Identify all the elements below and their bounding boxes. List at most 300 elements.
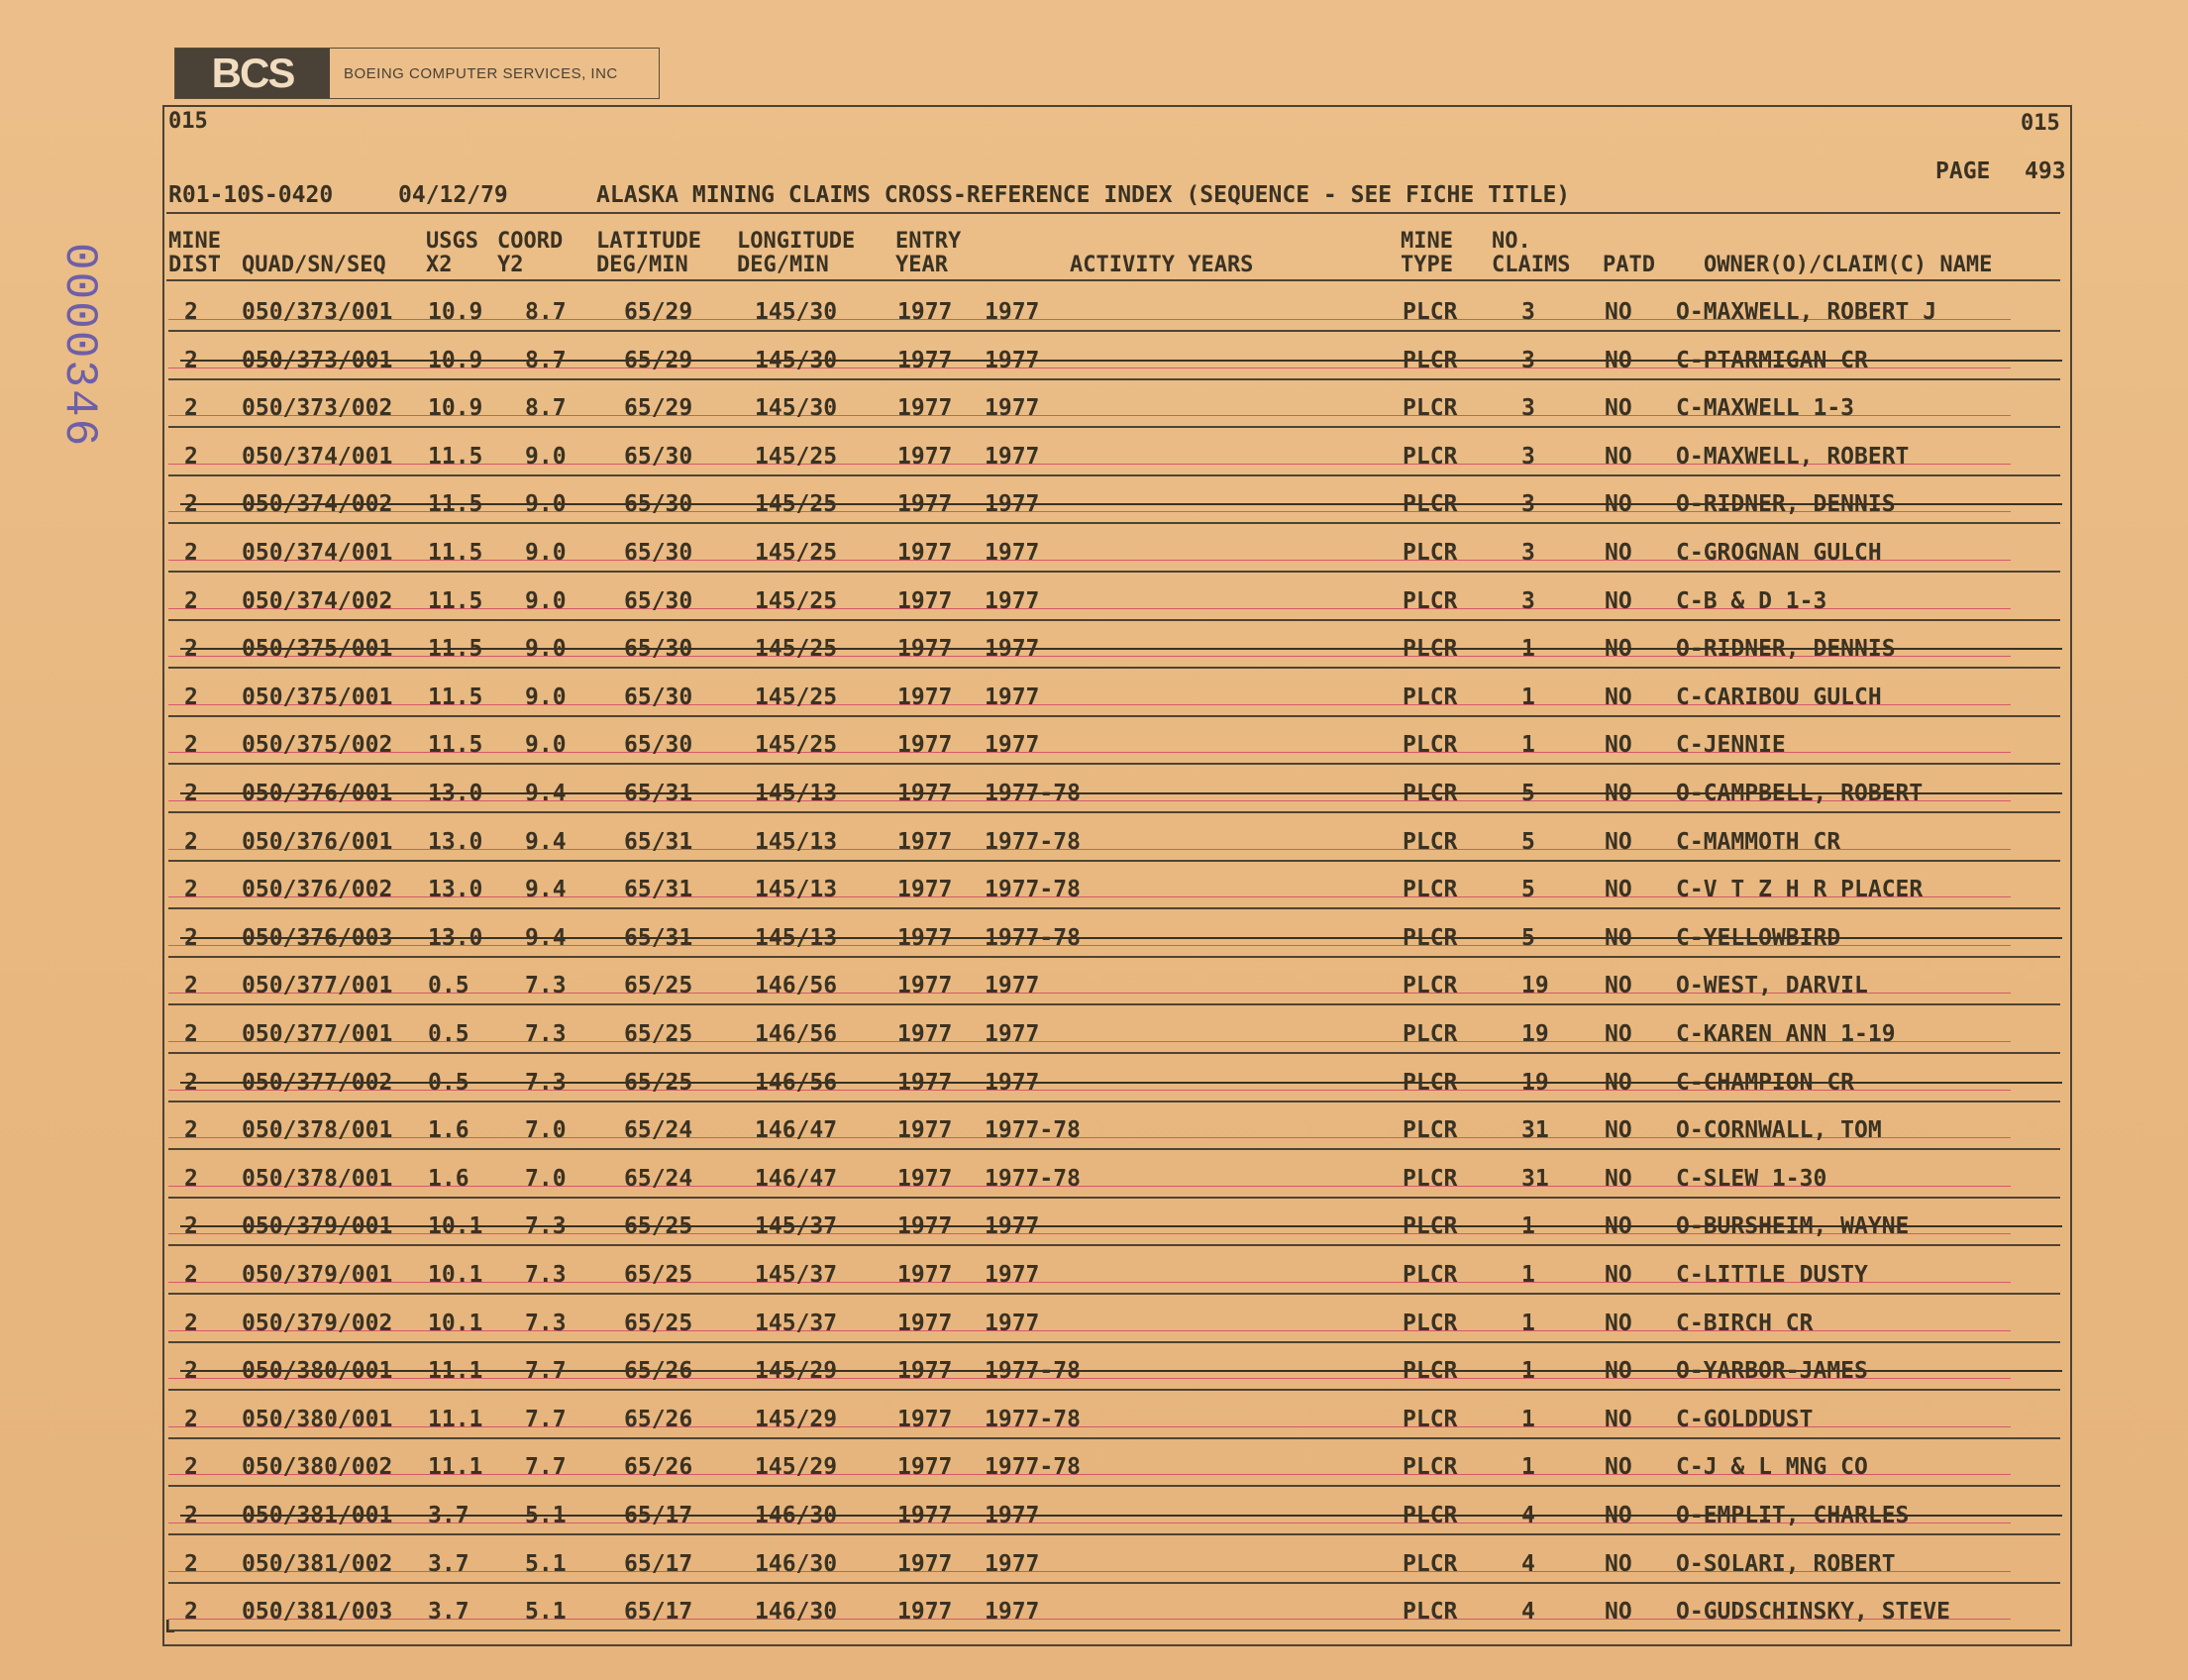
cell-patd: NO [1605,1213,1632,1240]
cell-coord-y2: 7.7 [525,1358,567,1385]
cell-mine-dist: 2 [184,1213,198,1240]
cell-longitude: 146/56 [755,1021,838,1047]
cell-patd: NO [1605,924,1632,951]
table-row [0,338,2188,385]
cell-mine-dist: 2 [184,1310,198,1336]
cell-mine-dist: 2 [184,1406,198,1432]
cell-entry-year: 1977 [897,1550,953,1577]
cell-mine-type: PLCR [1403,1358,1458,1385]
cell-longitude: 145/37 [755,1262,838,1288]
cell-latitude: 65/30 [624,540,693,566]
cell-quad-sn-seq: 050/380/001 [242,1358,393,1385]
cell-no-claims: 5 [1521,781,1535,806]
cell-longitude: 146/56 [755,973,838,999]
cell-patd: NO [1605,1021,1632,1047]
cell-longitude: 146/30 [755,1599,838,1626]
cell-mine-type: PLCR [1403,347,1458,373]
cell-usgs-x2: 0.5 [428,973,469,999]
cell-mine-dist: 2 [184,1021,198,1047]
column-header-line: CLAIMS [1492,253,1571,277]
cell-mine-dist: 2 [184,1165,198,1192]
cell-coord-y2: 7.3 [525,1213,567,1240]
cell-coord-y2: 7.0 [525,1165,567,1192]
cell-activity-years: 1977 [985,1503,1040,1528]
cell-usgs-x2: 11.1 [428,1358,483,1385]
cell-longitude: 146/47 [755,1117,838,1144]
column-header-mine-dist [168,230,221,277]
cell-no-claims: 19 [1521,1069,1549,1096]
cell-activity-years: 1977 [985,1599,1040,1626]
cell-owner-claim-name: O-SOLARI, ROBERT [1676,1550,1896,1577]
cell-owner-claim-name: C-GOLDDUST [1676,1406,1814,1432]
column-header-activity [1070,230,1253,277]
row-underline [168,811,2060,813]
table-row [0,1107,2188,1155]
cell-quad-sn-seq: 050/375/001 [242,683,393,710]
table-row [0,1252,2188,1300]
cell-mine-dist: 2 [184,1550,198,1577]
cell-usgs-x2: 10.9 [428,347,483,373]
cell-entry-year: 1977 [897,1503,953,1528]
strikethrough-line [180,1370,2062,1372]
row-underline [168,378,2060,380]
column-header-line: X2 [426,253,453,277]
cell-activity-years: 1977 [985,299,1040,325]
cell-patd: NO [1605,395,1632,422]
cell-no-claims: 1 [1521,1213,1535,1240]
row-underline [168,1003,2060,1005]
cell-no-claims: 3 [1521,299,1535,325]
cell-longitude: 145/30 [755,299,838,325]
cell-coord-y2: 7.7 [525,1406,567,1432]
cell-mine-type: PLCR [1403,540,1458,566]
cell-usgs-x2: 10.9 [428,299,483,325]
cell-mine-type: PLCR [1403,299,1458,325]
cell-coord-y2: 9.0 [525,587,567,614]
cell-coord-y2: 9.4 [525,877,567,903]
column-header-entry [895,230,961,277]
cell-owner-claim-name: C-CHAMPION CR [1676,1069,1855,1096]
cell-latitude: 65/25 [624,1262,693,1288]
cell-owner-claim-name: C-MAXWELL 1-3 [1676,395,1855,422]
cell-mine-type: PLCR [1403,828,1458,855]
cell-usgs-x2: 10.1 [428,1262,483,1288]
cell-latitude: 65/25 [624,1069,693,1096]
row-underline [168,763,2060,765]
cell-activity-years: 1977-78 [985,1454,1081,1481]
cell-coord-y2: 9.0 [525,732,567,759]
cell-entry-year: 1977 [897,1454,953,1481]
cell-patd: NO [1605,1358,1632,1385]
table-row [0,867,2188,914]
cell-entry-year: 1977 [897,924,953,951]
cell-longitude: 145/30 [755,347,838,373]
cell-patd: NO [1605,1454,1632,1481]
cell-owner-claim-name: O-BURSHEIM, WAYNE [1676,1213,1910,1240]
corner-label-left: 015 [168,109,208,134]
cell-activity-years: 1977 [985,491,1040,518]
cell-no-claims: 1 [1521,732,1535,759]
cell-no-claims: 31 [1521,1117,1549,1144]
strikethrough-line [180,503,2062,505]
cell-entry-year: 1977 [897,587,953,614]
row-underline [168,860,2060,862]
cell-activity-years: 1977-78 [985,1358,1081,1385]
table-row [0,481,2188,529]
cell-activity-years: 1977 [985,1021,1040,1047]
table-row [0,385,2188,433]
cell-patd: NO [1605,1069,1632,1096]
cell-entry-year: 1977 [897,1310,953,1336]
cell-coord-y2: 7.0 [525,1117,567,1144]
cell-usgs-x2: 10.1 [428,1213,483,1240]
cell-mine-type: PLCR [1403,491,1458,518]
cell-entry-year: 1977 [897,828,953,855]
cell-coord-y2: 5.1 [525,1503,567,1528]
cell-longitude: 145/13 [755,781,838,806]
cell-coord-y2: 9.4 [525,924,567,951]
cell-mine-dist: 2 [184,1454,198,1481]
cell-latitude: 65/25 [624,973,693,999]
cell-coord-y2: 7.3 [525,1069,567,1096]
cell-mine-dist: 2 [184,540,198,566]
cell-latitude: 65/29 [624,299,693,325]
table-row [0,675,2188,722]
column-header-line: ENTRY [895,229,962,254]
cell-owner-claim-name: C-YELLOWBIRD [1676,924,1841,951]
column-header-patd [1603,230,1655,277]
cell-usgs-x2: 11.5 [428,491,483,518]
cell-activity-years: 1977 [985,395,1040,422]
cell-entry-year: 1977 [897,395,953,422]
cell-mine-type: PLCR [1403,1310,1458,1336]
cell-entry-year: 1977 [897,347,953,373]
cell-coord-y2: 9.0 [525,683,567,710]
cell-no-claims: 1 [1521,1454,1535,1481]
cell-latitude: 65/30 [624,587,693,614]
cell-entry-year: 1977 [897,1358,953,1385]
cell-longitude: 145/25 [755,732,838,759]
cell-patd: NO [1605,732,1632,759]
row-underline [168,1582,2060,1584]
table-row [0,963,2188,1010]
table-row [0,722,2188,770]
cell-mine-type: PLCR [1403,732,1458,759]
cell-longitude: 145/25 [755,540,838,566]
cell-usgs-x2: 13.0 [428,877,483,903]
table-row [0,1444,2188,1492]
cell-owner-claim-name: O-EMPLIT, CHARLES [1676,1503,1910,1528]
cell-activity-years: 1977-78 [985,828,1081,855]
table-row [0,289,2188,337]
table-row [0,578,2188,626]
cell-longitude: 145/13 [755,828,838,855]
row-underline [168,619,2060,621]
cell-owner-claim-name: C-MAMMOTH CR [1676,828,1841,855]
cell-usgs-x2: 10.9 [428,395,483,422]
cell-mine-dist: 2 [184,828,198,855]
cell-activity-years: 1977-78 [985,1165,1081,1192]
cell-quad-sn-seq: 050/376/001 [242,781,393,806]
cell-no-claims: 3 [1521,443,1535,470]
cell-entry-year: 1977 [897,1021,953,1047]
cell-mine-dist: 2 [184,587,198,614]
cell-latitude: 65/31 [624,781,693,806]
cell-no-claims: 1 [1521,683,1535,710]
cell-patd: NO [1605,828,1632,855]
strikethrough-line [180,1225,2062,1227]
row-underline [168,1341,2060,1343]
cell-longitude: 145/25 [755,491,838,518]
row-underline [168,1197,2060,1199]
cell-coord-y2: 9.0 [525,636,567,663]
row-underline [168,1293,2060,1295]
cell-entry-year: 1977 [897,877,953,903]
cell-no-claims: 19 [1521,973,1549,999]
cell-usgs-x2: 13.0 [428,781,483,806]
cell-owner-claim-name: C-V T Z H R PLACER [1676,877,1924,903]
row-underline [168,956,2060,958]
cell-mine-dist: 2 [184,781,198,806]
column-header-line [242,230,386,254]
cell-patd: NO [1605,1117,1632,1144]
cell-longitude: 145/37 [755,1213,838,1240]
cell-quad-sn-seq: 050/379/002 [242,1310,393,1336]
cell-mine-type: PLCR [1403,1165,1458,1192]
cell-no-claims: 31 [1521,1165,1549,1192]
cell-longitude: 146/30 [755,1550,838,1577]
cell-coord-y2: 5.1 [525,1599,567,1626]
row-underline [168,426,2060,428]
cell-coord-y2: 9.4 [525,828,567,855]
column-header-line: NO. [1492,229,1531,254]
cell-latitude: 65/25 [624,1021,693,1047]
cell-mine-type: PLCR [1403,973,1458,999]
table-row [0,1589,2188,1636]
cell-owner-claim-name: C-KAREN ANN 1-19 [1676,1021,1896,1047]
corner-label-right: 015 [2021,111,2060,136]
cell-activity-years: 1977-78 [985,877,1081,903]
cell-mine-type: PLCR [1403,1021,1458,1047]
strikethrough-line [180,1515,2062,1517]
column-header-line: USGS [426,229,478,254]
cell-longitude: 145/25 [755,443,838,470]
cell-entry-year: 1977 [897,1406,953,1432]
cell-owner-claim-name: C-J & L MNG CO [1676,1454,1868,1481]
cell-owner-claim-name: C-JENNIE [1676,732,1786,759]
cell-activity-years: 1977 [985,347,1040,373]
cell-usgs-x2: 11.5 [428,587,483,614]
table-row [0,1204,2188,1251]
cell-mine-type: PLCR [1403,636,1458,663]
cell-usgs-x2: 13.0 [428,828,483,855]
cell-mine-type: PLCR [1403,1503,1458,1528]
cell-quad-sn-seq: 050/374/001 [242,540,393,566]
cell-mine-dist: 2 [184,732,198,759]
cell-usgs-x2: 0.5 [428,1069,469,1096]
cell-usgs-x2: 11.5 [428,732,483,759]
cell-quad-sn-seq: 050/374/001 [242,443,393,470]
cell-owner-claim-name: O-GUDSCHINSKY, STEVE [1676,1599,1950,1626]
cell-coord-y2: 9.4 [525,781,567,806]
cell-longitude: 146/30 [755,1503,838,1528]
table-row [0,434,2188,481]
cell-latitude: 65/30 [624,683,693,710]
header-rule [166,212,2060,214]
table-row [0,915,2188,963]
column-header-claims [1492,230,1570,277]
cell-activity-years: 1977 [985,683,1040,710]
cell-entry-year: 1977 [897,1069,953,1096]
bcs-logo [174,48,660,99]
cell-quad-sn-seq: 050/373/001 [242,299,393,325]
strikethrough-line [180,792,2062,794]
cell-coord-y2: 7.3 [525,1262,567,1288]
cell-latitude: 65/31 [624,828,693,855]
cell-owner-claim-name: C-LITTLE DUSTY [1676,1262,1868,1288]
cell-quad-sn-seq: 050/374/002 [242,587,393,614]
cell-no-claims: 1 [1521,1310,1535,1336]
cell-no-claims: 3 [1521,587,1535,614]
column-header-line: TYPE [1401,253,1453,277]
cell-no-claims: 4 [1521,1550,1535,1577]
cell-entry-year: 1977 [897,1599,953,1626]
cell-no-claims: 5 [1521,877,1535,903]
column-header-type [1401,230,1453,277]
cell-coord-y2: 7.3 [525,973,567,999]
cell-no-claims: 3 [1521,347,1535,373]
cell-mine-type: PLCR [1403,1262,1458,1288]
row-underline [168,571,2060,573]
cell-quad-sn-seq: 050/379/001 [242,1213,393,1240]
cell-mine-type: PLCR [1403,1406,1458,1432]
cell-coord-y2: 9.0 [525,491,567,518]
cell-latitude: 65/17 [624,1550,693,1577]
row-underline [168,1148,2060,1150]
cell-latitude: 65/26 [624,1454,693,1481]
cell-quad-sn-seq: 050/373/001 [242,347,393,373]
table-row [0,819,2188,867]
cell-longitude: 145/25 [755,587,838,614]
row-underline [168,1629,2060,1631]
cell-no-claims: 19 [1521,1021,1549,1047]
cell-owner-claim-name: C-GROGNAN GULCH [1676,540,1882,566]
cell-latitude: 65/31 [624,877,693,903]
cell-quad-sn-seq: 050/381/002 [242,1550,393,1577]
row-underline [168,1052,2060,1054]
cell-mine-type: PLCR [1403,1454,1458,1481]
cell-patd: NO [1605,1310,1632,1336]
row-underline [168,907,2060,909]
cell-patd: NO [1605,973,1632,999]
cell-owner-claim-name: O-MAXWELL, ROBERT J [1676,299,1937,325]
cell-patd: NO [1605,299,1632,325]
cell-patd: NO [1605,1503,1632,1528]
table-row [0,1156,2188,1204]
cell-activity-years: 1977 [985,1069,1040,1096]
column-header-owner [1704,230,1992,277]
cell-mine-dist: 2 [184,299,198,325]
cell-owner-claim-name: O-CORNWALL, TOM [1676,1117,1882,1144]
cell-mine-dist: 2 [184,1358,198,1385]
cell-activity-years: 1977 [985,1262,1040,1288]
cell-mine-dist: 2 [184,1117,198,1144]
cell-latitude: 65/26 [624,1358,693,1385]
page-number: 493 [2025,158,2066,184]
cell-latitude: 65/30 [624,636,693,663]
column-header-line: DEG/MIN [596,253,688,277]
cell-usgs-x2: 3.7 [428,1599,469,1626]
cell-entry-year: 1977 [897,1117,953,1144]
cell-entry-year: 1977 [897,683,953,710]
cell-owner-claim-name: O-MAXWELL, ROBERT [1676,443,1910,470]
cell-quad-sn-seq: 050/375/001 [242,636,393,663]
cell-mine-type: PLCR [1403,781,1458,806]
cell-owner-claim-name: C-PTARMIGAN CR [1676,347,1868,373]
cell-longitude: 146/56 [755,1069,838,1096]
cell-quad-sn-seq: 050/374/002 [242,491,393,518]
cell-entry-year: 1977 [897,636,953,663]
column-header-line: LATITUDE [596,229,701,254]
cell-mine-type: PLCR [1403,443,1458,470]
column-header-line: Y2 [497,253,524,277]
cell-usgs-x2: 11.5 [428,540,483,566]
cell-longitude: 145/13 [755,877,838,903]
row-underline [168,1437,2060,1439]
cell-usgs-x2: 11.5 [428,636,483,663]
table-row [0,1348,2188,1396]
cell-usgs-x2: 11.5 [428,443,483,470]
cell-patd: NO [1605,443,1632,470]
cell-quad-sn-seq: 050/376/002 [242,877,393,903]
cell-usgs-x2: 3.7 [428,1503,469,1528]
cell-activity-years: 1977-78 [985,1406,1081,1432]
column-header-rule [166,279,2060,281]
page-label: PAGE [1935,158,1991,184]
cell-longitude: 145/29 [755,1454,838,1481]
cell-mine-dist: 2 [184,443,198,470]
cell-coord-y2: 7.3 [525,1310,567,1336]
corner-label-bottom: L [164,1617,175,1637]
cell-mine-dist: 2 [184,347,198,373]
cell-quad-sn-seq: 050/377/001 [242,973,393,999]
cell-mine-type: PLCR [1403,395,1458,422]
cell-mine-type: PLCR [1403,587,1458,614]
cell-patd: NO [1605,1550,1632,1577]
cell-usgs-x2: 11.1 [428,1454,483,1481]
cell-no-claims: 1 [1521,1262,1535,1288]
cell-coord-y2: 7.3 [525,1021,567,1047]
column-header-line: DIST [168,253,221,277]
cell-entry-year: 1977 [897,973,953,999]
cell-owner-claim-name: C-BIRCH CR [1676,1310,1814,1336]
column-header-line [1704,230,1992,254]
strikethrough-line [180,937,2062,939]
cell-quad-sn-seq: 050/376/001 [242,828,393,855]
cell-entry-year: 1977 [897,1213,953,1240]
cell-longitude: 145/30 [755,395,838,422]
cell-entry-year: 1977 [897,732,953,759]
report-id: R01-10S-0420 [168,182,334,208]
cell-usgs-x2: 11.5 [428,683,483,710]
row-underline [168,1244,2060,1246]
column-header-line: YEAR [895,253,948,277]
cell-quad-sn-seq: 050/377/001 [242,1021,393,1047]
cell-activity-years: 1977 [985,443,1040,470]
column-header-quad [242,230,386,277]
cell-activity-years: 1977 [985,732,1040,759]
column-header-line: MINE [1401,229,1453,254]
